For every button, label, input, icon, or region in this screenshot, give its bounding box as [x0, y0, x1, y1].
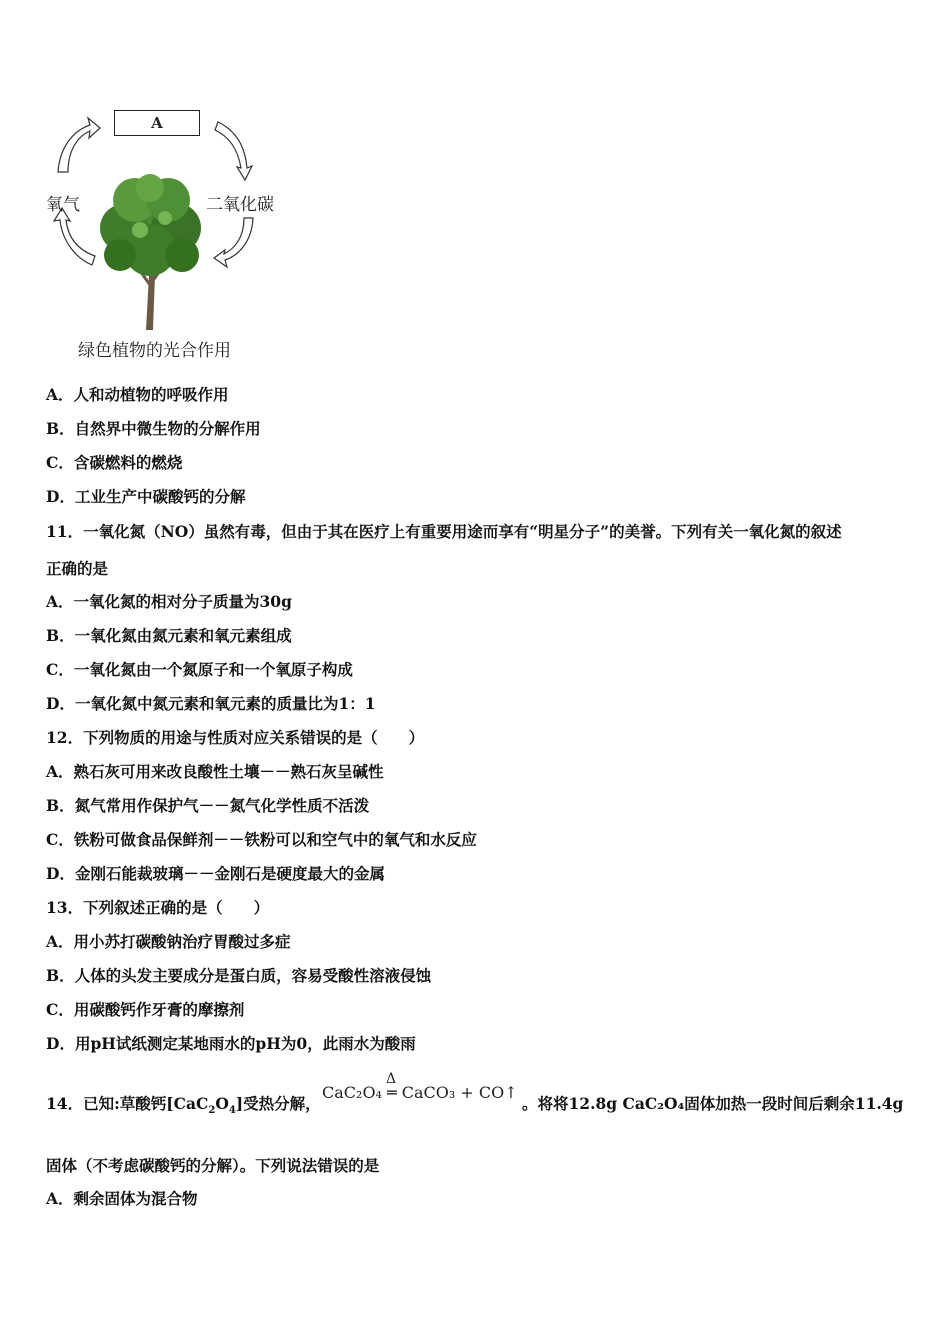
arrow-top-right-icon — [215, 122, 252, 180]
reaction-equation — [322, 1071, 522, 1111]
q10-option-b: B．自然界中微生物的分解作用 — [46, 419, 261, 438]
q13-option-c: C．用碳酸钙作牙膏的摩擦剂 — [46, 1000, 245, 1019]
photosynthesis-figure — [40, 100, 300, 365]
q14-stem-line2: 固体（不考虑碳酸钙的分解）。下列说法错误的是 — [46, 1156, 380, 1175]
q13-option-d: D．用pH试纸测定某地雨水的pH为0，此雨水为酸雨 — [46, 1034, 416, 1053]
q13-option-b: B．人体的头发主要成分是蛋白质，容易受酸性溶液侵蚀 — [46, 966, 432, 985]
q13-option-a: A．用小苏打碳酸钠治疗胃酸过多症 — [46, 932, 291, 951]
q14-option-a: A．剩余固体为混合物 — [46, 1189, 198, 1208]
q12-option-d: D．金刚石能裁玻璃－－金刚石是硬度最大的金属 — [46, 864, 385, 883]
oxygen-label: 氧气 — [46, 195, 80, 215]
cycle-diagram — [40, 100, 300, 365]
q11-option-d: D．一氧化氮中氮元素和氧元素的质量比为1：1 — [46, 694, 376, 713]
q10-option-a: A．人和动植物的呼吸作用 — [46, 385, 229, 404]
q12-stem: 12．下列物质的用途与性质对应关系错误的是（ ） — [46, 728, 425, 747]
arrow-bottom-left-icon — [54, 208, 95, 265]
q14-stem-after: 。将将12.8g CaC₂O₄固体加热一段时间后剩余11.4g — [522, 1094, 904, 1113]
heat-symbol: Δ — [386, 1071, 397, 1087]
equation-text: CaC₂O₄ ═ CaCO₃ + CO↑ — [322, 1083, 518, 1102]
q10-option-c: C．含碳燃料的燃烧 — [46, 453, 183, 472]
q12-option-c: C．铁粉可做食品保鲜剂－－铁粉可以和空气中的氧气和水反应 — [46, 830, 477, 849]
tree-icon — [100, 174, 201, 330]
q11-option-b: B．一氧化氮由氮元素和氧元素组成 — [46, 626, 292, 645]
q14-stem: 14．已知:草酸钙$[CaC_2O_4]$受热分解， — [46, 1094, 321, 1117]
q12-option-a: A．熟石灰可用来改良酸性土壤－－熟石灰呈碱性 — [46, 762, 384, 781]
box-label-a: A — [114, 110, 200, 136]
q13-stem: 13．下列叙述正确的是（ ） — [46, 898, 270, 917]
arrow-bottom-right-icon — [214, 218, 253, 267]
carbon-dioxide-label: 二氧化碳 — [206, 195, 274, 215]
figure-caption: 绿色植物的光合作用 — [78, 341, 231, 361]
arrow-top-left-icon — [58, 118, 100, 172]
q12-option-b: B．氮气常用作保护气－－氮气化学性质不活泼 — [46, 796, 370, 815]
q11-stem-line1: 11．一氧化氮（NO）虽然有毒，但由于其在医疗上有重要用途而享有“明星分子”的美誉。下列有关一氧化氮的叙述 — [46, 522, 842, 541]
q11-option-c: C．一氧化氮由一个氮原子和一个氧原子构成 — [46, 660, 353, 679]
q11-option-a: A．一氧化氮的相对分子质量为30g — [46, 592, 292, 611]
q11-stem-line2: 正确的是 — [46, 559, 109, 578]
q10-option-d: D．工业生产中碳酸钙的分解 — [46, 487, 246, 506]
